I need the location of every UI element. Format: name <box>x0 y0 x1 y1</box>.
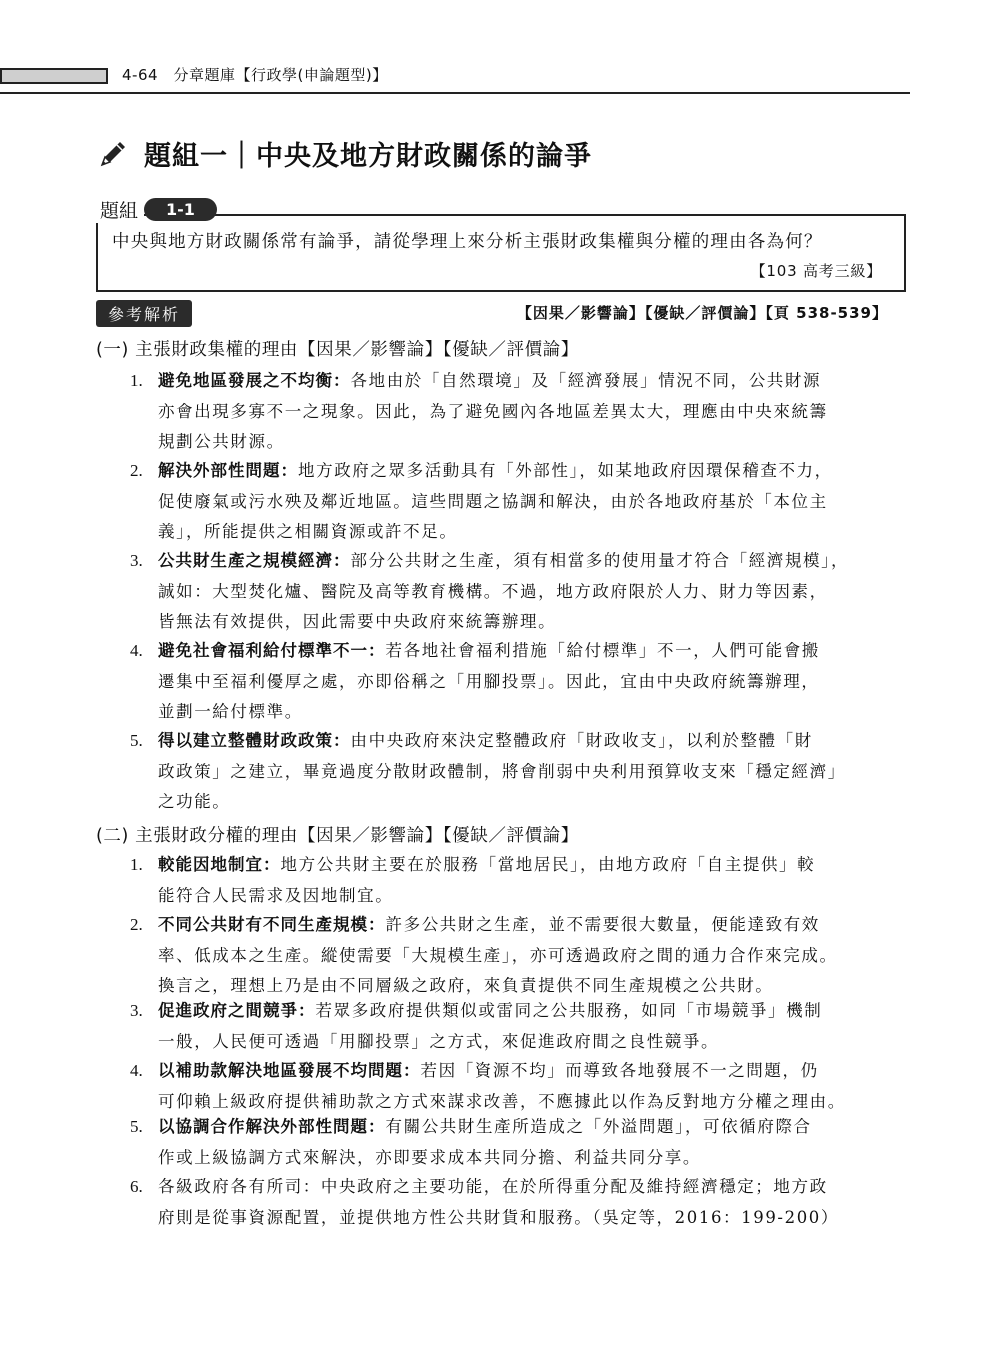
list-item-line: 促進政府之間競爭：若眾多政府提供類似或雷同之公共服務，如同「市場競爭」機制 <box>158 1001 823 1020</box>
list-item-line: 規劃公共財源。 <box>158 432 285 451</box>
list-item-line: 公共財生產之規模經濟：部分公共財之生產，須有相當多的使用量才符合「經濟規模」， <box>158 551 850 570</box>
list-item-number: 6. <box>130 1177 143 1196</box>
list-item-number: 5. <box>130 731 143 750</box>
list-item-number: 2. <box>130 915 143 934</box>
list-item-line: 不同公共財有不同生產規模：許多公共財之生產，並不需要很大數量，便能達致有效 <box>158 915 820 934</box>
list-item-line: 能符合人民需求及因地制宜。 <box>158 885 394 905</box>
list-item-keyword: 避免社會福利給付標準不一： <box>158 641 386 660</box>
list-item-line: 促使廢氣或污水殃及鄰近地區。這些問題之協調和解決，由於各地政府基於「本位主 <box>158 491 828 511</box>
list-item <box>130 910 900 1002</box>
list-item-keyword: 不同公共財有不同生產規模： <box>158 915 386 934</box>
question-text: 中央與地方財政關係常有論爭，請從學理上來分析主張財政集權與分權的理由各為何？ <box>112 232 823 252</box>
list-item <box>130 546 900 638</box>
question-tag-label: 題組 <box>96 196 144 223</box>
list-item-keyword: 公共財生產之規模經濟： <box>158 551 351 570</box>
page-title: 題組一｜中央及地方財政關係的論爭 <box>144 141 592 172</box>
list-item-line: 政政策」之建立，畢竟過度分散財政體制，將會削弱中央利用預算收支來「穩定經濟」 <box>158 761 846 781</box>
reference-badge: 參考解析 <box>96 300 192 327</box>
list-item-keyword: 促進政府之間競爭： <box>158 1001 316 1020</box>
list-item-line: 並劃一給付標準。 <box>158 702 303 721</box>
list-item-line: 率、低成本之生產。縱使需要「大規模生產」，亦可透過政府之間的通力合作來完成。 <box>158 945 838 965</box>
list-item <box>130 996 900 1057</box>
list-item <box>130 1056 900 1117</box>
reference-tags: 【因果／影響論】【優缺／評價論】【頁 538-539】 <box>516 304 888 322</box>
list-item-keyword: 解決外部性問題： <box>158 461 298 480</box>
list-item <box>130 636 900 728</box>
list-item <box>130 726 900 818</box>
list-item-number: 4. <box>130 1061 143 1080</box>
section-heading-centralization: (一) 主張財政集權的理由【因果／影響論】【優缺／評價論】 <box>96 340 579 360</box>
list-item-number: 1. <box>130 855 143 874</box>
list-item-line: 以協調合作解決外部性問題：有關公共財生產所造成之「外溢問題」，可依循府際合 <box>158 1117 812 1136</box>
list-item-line: 各級政府各有所司：中央政府之主要功能，在於所得重分配及維持經濟穩定；地方政 <box>158 1177 828 1196</box>
list-item-line: 一般，人民便可透過「用腳投票」之方式，來促進政府間之良性競爭。 <box>158 1031 720 1051</box>
header-tab-bar <box>0 68 108 84</box>
list-item-line: 得以建立整體財政政策：由中央政府來決定整體政府「財政收支」，以利於整體「財 <box>158 731 813 750</box>
list-item-number: 1. <box>130 371 143 390</box>
list-item-line: 避免社會福利給付標準不一：若各地社會福利措施「給付標準」不一，人們可能會搬 <box>158 641 820 660</box>
list-item-line: 皆無法有效提供，因此需要中央政府來統籌辦理。 <box>158 612 557 631</box>
list-item-line: 可仰賴上級政府提供補助款之方式來謀求改善，不應據此以作為反對地方分權之理由。 <box>158 1091 846 1111</box>
list-item <box>130 456 900 548</box>
header-rule <box>0 92 910 94</box>
pencil-icon <box>96 137 130 171</box>
list-item-keyword: 得以建立整體財政政策： <box>158 731 351 750</box>
question-source: 【103 高考三級】 <box>750 262 882 280</box>
list-item-line: 換言之，理想上乃是由不同層級之政府，來負責提供不同生產規模之公共財。 <box>158 976 774 995</box>
list-item-keyword: 較能因地制宜： <box>158 855 281 874</box>
list-item-line: 以補助款解決地區發展不均問題：若因「資源不均」而導致各地發展不一之問題，仍 <box>158 1061 819 1080</box>
list-item-keyword: 以補助款解決地區發展不均問題： <box>158 1061 421 1080</box>
list-item-number: 5. <box>130 1117 143 1136</box>
list-item-line: 義」，所能提供之相關資源或許不足。 <box>158 522 458 541</box>
list-item <box>130 1172 900 1233</box>
list-item <box>130 366 900 458</box>
list-item-number: 4. <box>130 641 143 660</box>
section-heading-decentralization: (二) 主張財政分權的理由【因果／影響論】【優缺／評價論】 <box>96 826 579 846</box>
list-item-line: 誠如：大型焚化爐、醫院及高等教育機構。不過，地方政府限於人力、財力等因素， <box>158 581 828 601</box>
list-item-line: 之功能。 <box>158 792 231 811</box>
list-item-keyword: 避免地區發展之不均衡： <box>158 371 351 390</box>
list-item-line: 作或上級協調方式來解決，亦即要求成本共同分擔、利益共同分享。 <box>158 1147 701 1167</box>
list-item-line: 解決外部性問題：地方政府之眾多活動具有「外部性」，如某地政府因環保稽查不力， <box>158 461 833 480</box>
title-row <box>96 134 592 173</box>
list-item-line: 避免地區發展之不均衡：各地由於「自然環境」及「經濟發展」情況不同，公共財源 <box>158 371 822 390</box>
list-item-number: 3. <box>130 551 143 570</box>
list-item <box>130 1112 900 1173</box>
list-item-keyword: 以協調合作解決外部性問題： <box>158 1117 386 1136</box>
list-item-line: 府則是從事資源配置，並提供地方性公共財貨和服務。（吳定等，2016：199-200） <box>158 1207 840 1227</box>
list-item-line: 遷集中至福利優厚之處，亦即俗稱之「用腳投票」。因此，宜由中央政府統籌辦理， <box>158 671 820 691</box>
list-item-number: 3. <box>130 1001 143 1020</box>
list-item-line: 較能因地制宜：地方公共財主要在於服務「當地居民」，由地方政府「自主提供」較 <box>158 855 816 874</box>
running-header: 4-64 分章題庫【行政學(申論題型)】 <box>122 66 388 84</box>
list-item-line: 亦會出現多寡不一之現象。因此，為了避免國內各地區差異太大，理應由中央來統籌 <box>158 401 828 421</box>
question-tag-number: 1-1 <box>144 198 217 221</box>
list-item-number: 2. <box>130 461 143 480</box>
question-tag <box>96 194 217 224</box>
list-item <box>130 850 900 911</box>
